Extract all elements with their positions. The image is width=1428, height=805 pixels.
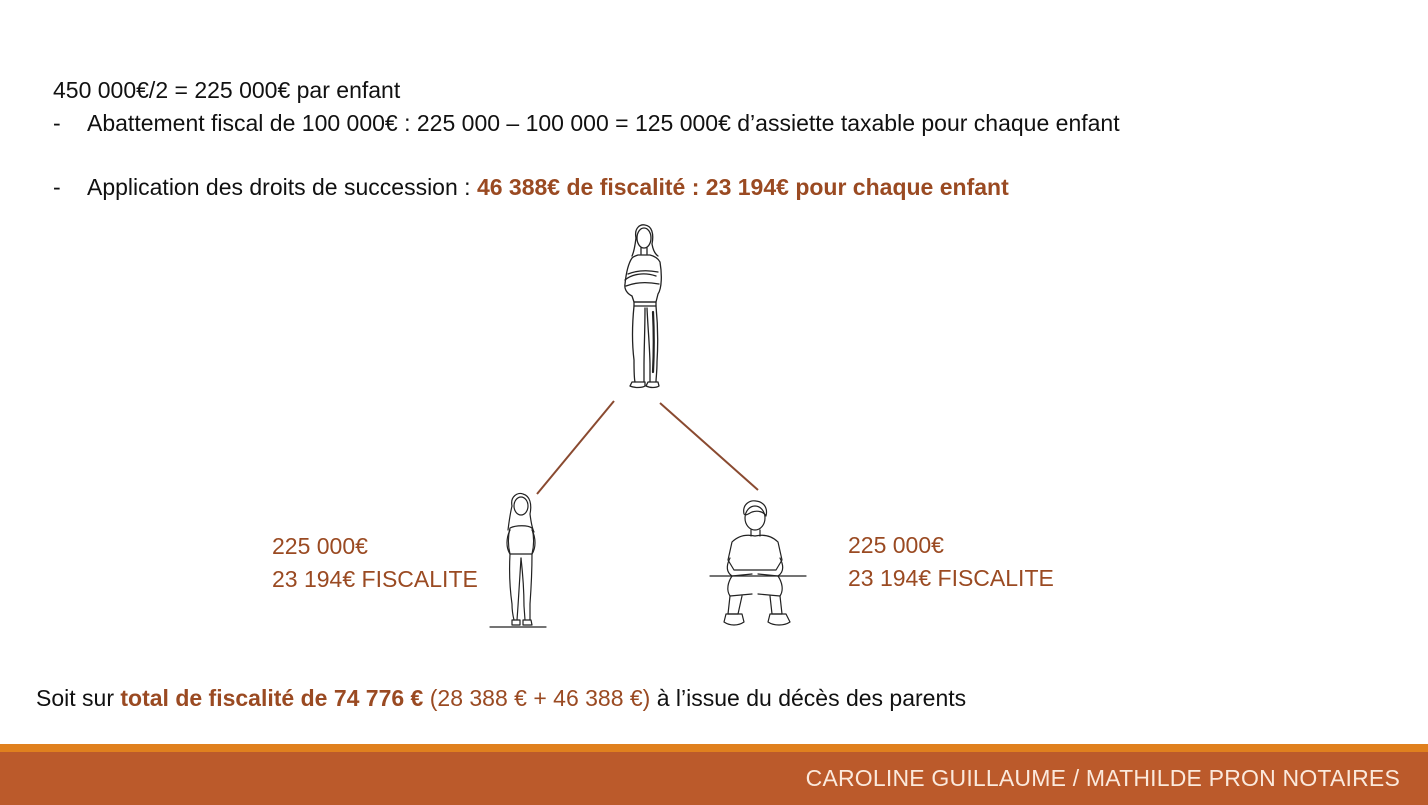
parent-figure-illustration: [612, 222, 672, 394]
right-child-tax: 23 194€ FISCALITE: [848, 565, 1054, 591]
summary-suffix: à l’issue du décès des parents: [650, 685, 967, 711]
family-tree-connectors: [530, 398, 765, 498]
left-child-tax: 23 194€ FISCALITE: [272, 566, 478, 592]
calc-line-per-child: 450 000€/2 = 225 000€ par enfant: [53, 77, 401, 103]
succession-duties-label: Application des droits de succession :: [87, 174, 477, 200]
calc-line-succession-duties: [87, 176, 1009, 199]
succession-duties-amount: 46 388€ de fiscalité : 23 194€ pour chaque enfant: [476, 174, 1009, 200]
summary-line: [36, 687, 966, 710]
right-child-amounts: [848, 529, 1054, 595]
left-child-inheritance: 225 000€: [272, 533, 368, 559]
footer-accent-stripe: [0, 744, 1428, 752]
footer-firm-name: CAROLINE GUILLAUME / MATHILDE PRON NOTAIRES: [805, 765, 1400, 791]
bullet-dash: -: [53, 174, 61, 200]
calc-line-allowance: Abattement fiscal de 100 000€ : 225 000 – 100 000 = 125 000€ d’assiette taxable pour chaque enfant: [87, 110, 1120, 136]
right-child-inheritance: 225 000€: [848, 532, 944, 558]
left-child-amounts: [272, 530, 478, 596]
summary-breakdown: (28 388 € + 46 388 €): [423, 685, 651, 711]
footer-bar: [0, 752, 1428, 805]
bullet-dash: -: [53, 110, 61, 136]
summary-total-tax: total de fiscalité de 74 776 €: [120, 685, 424, 711]
summary-prefix: Soit sur: [36, 685, 121, 711]
child-boy-illustration: [708, 498, 808, 634]
connector-right-line: [660, 403, 758, 490]
connector-left-line: [537, 401, 614, 494]
child-girl-illustration: [488, 492, 548, 632]
